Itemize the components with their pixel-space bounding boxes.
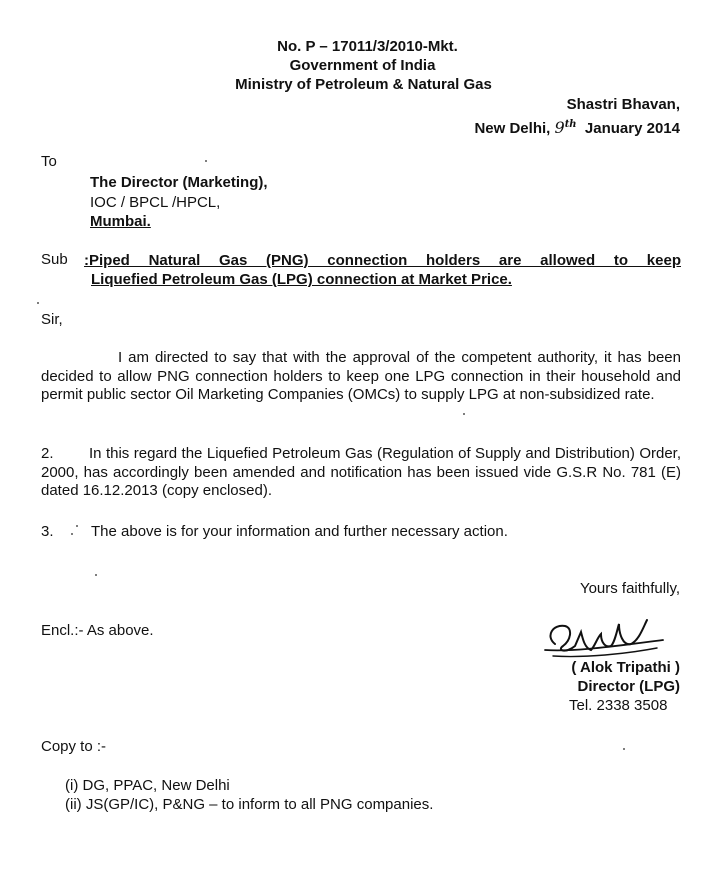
letter-header [0, 37, 725, 94]
scan-speck [623, 748, 625, 750]
date-day-suffix: th [564, 119, 577, 130]
office-place: Shastri Bhavan, [566, 96, 680, 113]
paragraph-3-text: The above is for your information and further necessary action. [91, 523, 508, 540]
signatory-telephone: Tel. 2338 3508 [569, 697, 668, 714]
scan-speck [95, 574, 97, 576]
paragraph-1: I am directed to say that with the approval of the competent authority, it has been decided to allow PNG connection holders to keep one LPG connection in their household and permit public sector Oil Marketing Companies (OMCs) to supply LPG at non-subsidized rate. [41, 349, 681, 403]
place-date-block [474, 95, 680, 139]
paragraph-3 [41, 523, 508, 540]
ministry-line: Ministry of Petroleum & Natural Gas [235, 76, 492, 93]
addressee-companies: IOC / BPCL /HPCL, [90, 193, 221, 211]
copy-to-item: (ii) JS(GP/IC), P&NG – to inform to all PNG companies. [65, 796, 434, 813]
addressee-city: Mumbai. [90, 213, 151, 230]
addressee-title: The Director (Marketing), [90, 174, 268, 191]
handwritten-signature [535, 606, 670, 664]
paragraph-2-text: In this regard the Liquefied Petroleum Gas (Regulation of Supply and Distribution) Order, 2000, has accordingly been amended and notification has been issued vide G.S.R No. 781 (E) dated 16.12.2013 (copy enclosed). [41, 445, 681, 499]
to-label: To [41, 153, 57, 170]
scan-speck [71, 533, 73, 535]
subject-line-1: :Piped Natural Gas (PNG) connection holders are allowed to keep [84, 252, 681, 269]
paragraph-3-number: 3. [41, 523, 54, 540]
scan-speck [205, 160, 207, 162]
copy-to-list [65, 776, 433, 814]
scan-speck [463, 413, 465, 415]
paragraph-2-text-wrap [41, 445, 681, 501]
signatory-designation: Director (LPG) [577, 678, 680, 695]
paragraph-2-number: 2. [41, 445, 54, 462]
date-city: New Delhi, [474, 120, 551, 137]
signatory-block [571, 658, 680, 696]
file-number: No. P – 17011/3/2010-Mkt. [277, 38, 458, 55]
signatory-name: ( Alok Tripathi ) [571, 659, 680, 676]
paragraph-2 [41, 445, 681, 501]
date-day: 9 [554, 118, 565, 137]
letter-date [474, 115, 680, 139]
subject-label: Sub [41, 251, 68, 268]
yours-faithfully: Yours faithfully, [579, 580, 680, 597]
subject-line-2: Liquefied Petroleum Gas (LPG) connection at Market Price. [91, 271, 512, 288]
government-line: Government of India [289, 57, 436, 74]
enclosure-note: Encl.:- As above. [41, 622, 154, 639]
copy-to-item: (i) DG, PPAC, New Delhi [65, 777, 230, 794]
date-month-year: January 2014 [584, 120, 680, 137]
salutation: Sir, [41, 311, 63, 328]
scan-speck [76, 525, 78, 527]
copy-to-label: Copy to :- [41, 738, 107, 755]
addressee-block [90, 173, 268, 232]
scan-speck [37, 302, 39, 304]
